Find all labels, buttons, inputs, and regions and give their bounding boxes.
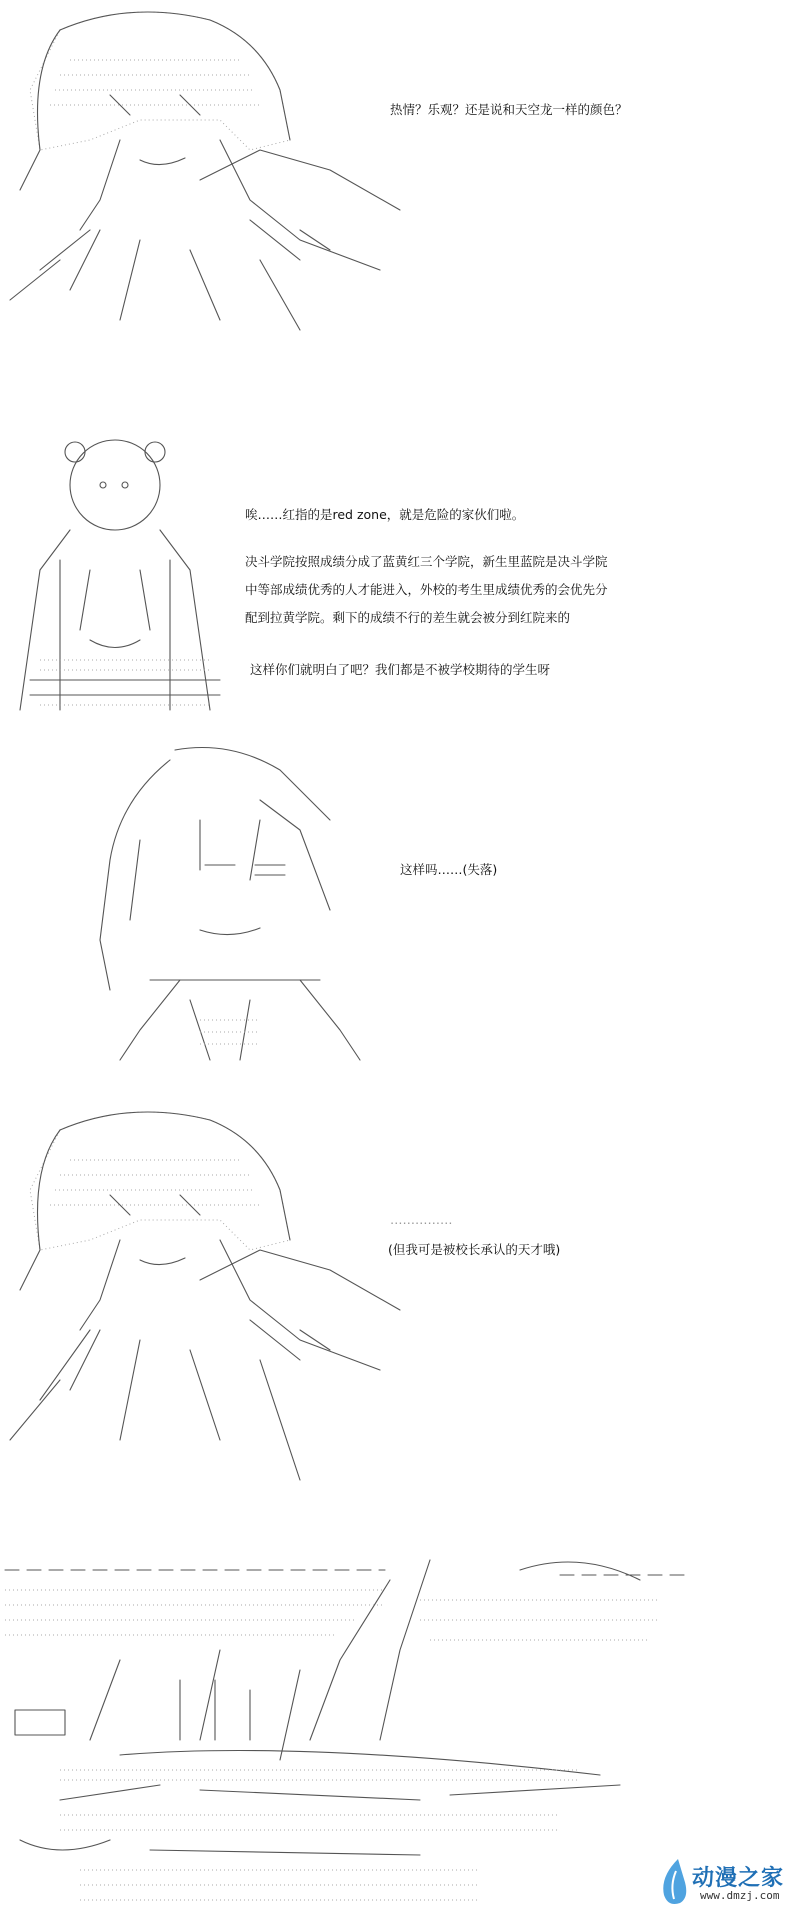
- ascii-art-girl-1: [0, 0, 420, 340]
- dialogue-line: 热情？乐观？还是说和天空龙一样的颜色？: [390, 102, 628, 117]
- ascii-art-boy: [0, 740, 400, 1070]
- watermark-name: 动漫之家: [692, 1866, 785, 1891]
- dialogue-line: 配到拉黄学院。剩下的成绩不行的差生就会被分到红院来的: [245, 610, 571, 625]
- watermark-logo: [650, 1855, 800, 1913]
- watermark-url: www.dmzj.com: [700, 1889, 780, 1902]
- ascii-art-landscape: [0, 1540, 700, 1910]
- dialogue-line: 这样你们就明白了吧？我们都是不被学校期待的学生呀: [250, 662, 551, 677]
- dialogue-line: (但我可是被校长承认的天才哦): [388, 1242, 561, 1257]
- dialogue-line: 这样吗……(失落): [400, 862, 498, 877]
- dialogue-line: 唉……红指的是red zone，就是危险的家伙们啦。: [245, 507, 525, 522]
- ascii-art-girl-2: [0, 1100, 420, 1510]
- leaf-drop-icon: [654, 1857, 694, 1909]
- ellipsis-line: ……………: [390, 1212, 453, 1227]
- dialogue-line: 决斗学院按照成绩分成了蓝黄红三个学院，新生里蓝院是决斗学院: [245, 554, 608, 569]
- dialogue-line: 中等部成绩优秀的人才能进入，外校的考生里成绩优秀的会优先分: [245, 582, 608, 597]
- ascii-art-bear-character: [0, 430, 240, 720]
